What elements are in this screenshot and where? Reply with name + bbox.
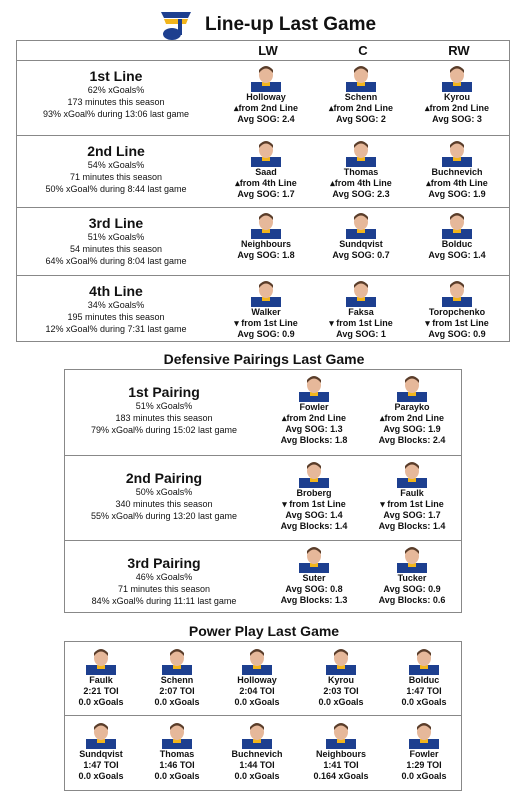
player-avg-blocks: Avg Blocks: 2.4 xyxy=(378,435,446,445)
header xyxy=(0,10,528,44)
player-card xyxy=(211,209,321,261)
line-info xyxy=(16,143,216,195)
player-headshot-icon xyxy=(346,62,376,92)
power-play-player xyxy=(137,645,217,708)
player-line-change: ▴from 2nd Line xyxy=(281,413,347,423)
player-headshot-icon xyxy=(86,645,116,675)
player-headshot-icon xyxy=(162,645,192,675)
player-line-change: ▴from 2nd Line xyxy=(328,103,394,113)
player-headshot-icon xyxy=(442,209,472,239)
blues-note-logo-icon xyxy=(158,10,194,42)
player-name: Schenn xyxy=(160,675,194,685)
player-card xyxy=(211,62,321,125)
player-headshot-icon xyxy=(299,372,329,402)
player-name: Neighbours xyxy=(240,239,291,249)
power-play-player xyxy=(384,719,464,782)
line-xgoals: 34% xGoals% xyxy=(87,300,145,310)
power-play-player xyxy=(301,645,381,708)
player-avg-sog: Avg SOG: 1.4 xyxy=(285,510,343,520)
player-headshot-icon xyxy=(299,458,329,488)
player-card xyxy=(402,62,512,125)
player-line-change: ▴from 4th Line xyxy=(235,178,297,188)
line-divider xyxy=(16,135,510,136)
player-xgoals: 0.164 xGoals xyxy=(313,771,369,781)
player-avg-sog: Avg SOG: 0.9 xyxy=(237,329,295,339)
player-avg-sog: Avg SOG: 1.4 xyxy=(428,250,486,260)
pairing-last-game: 55% xGoal% during 13:20 last game xyxy=(90,511,238,521)
power-play-player xyxy=(61,719,141,782)
player-avg-sog: Avg SOG: 0.8 xyxy=(285,584,343,594)
player-card xyxy=(306,277,416,340)
player-card xyxy=(402,277,512,340)
pairing-xgoals: 46% xGoals% xyxy=(135,572,193,582)
player-line-change: ▴from 2nd Line xyxy=(233,103,299,113)
player-card xyxy=(211,277,321,340)
player-toi: 1:41 TOI xyxy=(323,760,359,770)
line-divider xyxy=(16,275,510,276)
player-headshot-icon xyxy=(346,209,376,239)
player-headshot-icon xyxy=(409,719,439,749)
player-card xyxy=(306,137,416,200)
player-headshot-icon xyxy=(162,719,192,749)
line-name: 1st Line xyxy=(89,68,143,84)
line-last-game: 93% xGoal% during 13:06 last game xyxy=(42,109,190,119)
player-avg-sog: Avg SOG: 2 xyxy=(336,114,386,124)
player-name: Faksa xyxy=(348,307,374,317)
player-xgoals: 0.0 xGoals xyxy=(154,697,200,707)
pairing-info xyxy=(64,470,264,522)
player-name: Saad xyxy=(255,167,277,177)
pairing-divider xyxy=(64,455,462,456)
player-line-change: ▾ from 1st Line xyxy=(282,499,346,509)
player-xgoals: 0.0 xGoals xyxy=(401,697,447,707)
player-headshot-icon xyxy=(442,277,472,307)
player-name: Bolduc xyxy=(408,675,440,685)
player-card xyxy=(259,458,369,532)
power-play-player xyxy=(384,645,464,708)
player-avg-sog: Avg SOG: 0.9 xyxy=(383,584,441,594)
line-divider xyxy=(16,207,510,208)
player-headshot-icon xyxy=(326,719,356,749)
player-toi: 1:46 TOI xyxy=(159,760,195,770)
player-toi: 1:47 TOI xyxy=(83,760,119,770)
player-avg-sog: Avg SOG: 1.8 xyxy=(237,250,295,260)
player-avg-blocks: Avg Blocks: 0.6 xyxy=(378,595,446,605)
player-line-change: ▴from 2nd Line xyxy=(379,413,445,423)
player-avg-sog: Avg SOG: 0.7 xyxy=(332,250,390,260)
player-name: Sundqvist xyxy=(79,749,123,759)
pairing-name: 2nd Pairing xyxy=(125,470,203,486)
player-headshot-icon xyxy=(442,137,472,167)
player-avg-sog: Avg SOG: 1.3 xyxy=(285,424,343,434)
player-headshot-icon xyxy=(346,137,376,167)
player-headshot-icon xyxy=(242,719,272,749)
player-name: Walker xyxy=(251,307,281,317)
player-xgoals: 0.0 xGoals xyxy=(78,697,124,707)
line-last-game: 12% xGoal% during 7:31 last game xyxy=(45,324,187,334)
line-xgoals: 51% xGoals% xyxy=(87,232,145,242)
pairing-divider xyxy=(64,540,462,541)
player-name: Faulk xyxy=(89,675,113,685)
player-headshot-icon xyxy=(299,543,329,573)
player-avg-blocks: Avg Blocks: 1.4 xyxy=(378,521,446,531)
player-xgoals: 0.0 xGoals xyxy=(234,697,280,707)
player-avg-sog: Avg SOG: 2.3 xyxy=(332,189,390,199)
column-header-c: C xyxy=(358,43,368,58)
line-minutes: 195 minutes this season xyxy=(67,312,165,322)
player-xgoals: 0.0 xGoals xyxy=(401,771,447,781)
player-toi: 2:07 TOI xyxy=(159,686,195,696)
player-card xyxy=(259,543,369,606)
pairing-xgoals: 51% xGoals% xyxy=(135,401,193,411)
player-name: Neighbours xyxy=(315,749,366,759)
power-play-divider xyxy=(65,715,461,716)
line-last-game: 64% xGoal% during 8:04 last game xyxy=(45,256,187,266)
player-headshot-icon xyxy=(86,719,116,749)
player-line-change: ▴from 4th Line xyxy=(330,178,392,188)
power-play-player xyxy=(217,719,297,782)
player-name: Buchnevich xyxy=(431,167,483,177)
player-avg-sog: Avg SOG: 1 xyxy=(336,329,386,339)
player-line-change: ▾ from 1st Line xyxy=(380,499,444,509)
pairing-xgoals: 50% xGoals% xyxy=(135,487,193,497)
player-headshot-icon xyxy=(397,372,427,402)
line-xgoals: 62% xGoals% xyxy=(87,85,145,95)
pairing-info xyxy=(64,384,264,436)
power-play-section-title: Power Play Last Game xyxy=(188,623,340,639)
player-avg-sog: Avg SOG: 1.7 xyxy=(383,510,441,520)
player-headshot-icon xyxy=(397,458,427,488)
player-avg-sog: Avg SOG: 3 xyxy=(432,114,482,124)
player-toi: 1:44 TOI xyxy=(239,760,275,770)
player-card xyxy=(402,209,512,261)
player-name: Suter xyxy=(302,573,326,583)
player-line-change: ▾ from 1st Line xyxy=(425,318,489,328)
player-name: Fowler xyxy=(409,749,439,759)
player-toi: 1:29 TOI xyxy=(406,760,442,770)
player-xgoals: 0.0 xGoals xyxy=(234,771,280,781)
player-xgoals: 0.0 xGoals xyxy=(318,697,364,707)
line-last-game: 50% xGoal% during 8:44 last game xyxy=(45,184,187,194)
player-line-change: ▾ from 1st Line xyxy=(234,318,298,328)
player-xgoals: 0.0 xGoals xyxy=(154,771,200,781)
player-avg-sog: Avg SOG: 1.9 xyxy=(428,189,486,199)
player-name: Sundqvist xyxy=(339,239,383,249)
column-header-rw: RW xyxy=(448,43,470,58)
player-card xyxy=(306,62,416,125)
power-play-player xyxy=(137,719,217,782)
player-avg-blocks: Avg Blocks: 1.4 xyxy=(280,521,348,531)
page-title: Line-up Last Game xyxy=(205,14,377,35)
player-name: Fowler xyxy=(299,402,329,412)
player-avg-sog: Avg SOG: 0.9 xyxy=(428,329,486,339)
player-name: Bolduc xyxy=(441,239,473,249)
player-name: Parayko xyxy=(394,402,430,412)
player-card xyxy=(306,209,416,261)
player-headshot-icon xyxy=(251,209,281,239)
player-headshot-icon xyxy=(397,543,427,573)
column-header-lw: LW xyxy=(258,43,278,58)
pairing-last-game: 84% xGoal% during 11:11 last game xyxy=(91,596,237,606)
player-avg-blocks: Avg Blocks: 1.3 xyxy=(280,595,348,605)
player-toi: 2:21 TOI xyxy=(83,686,119,696)
power-play-player xyxy=(61,645,141,708)
player-name: Faulk xyxy=(400,488,424,498)
defense-section-title: Defensive Pairings Last Game xyxy=(163,351,365,367)
player-card xyxy=(259,372,369,446)
player-card xyxy=(357,543,467,606)
player-name: Kyrou xyxy=(443,92,470,102)
player-name: Buchnevich xyxy=(231,749,283,759)
line-name: 4th Line xyxy=(89,283,143,299)
player-headshot-icon xyxy=(251,137,281,167)
player-avg-sog: Avg SOG: 2.4 xyxy=(237,114,295,124)
header-divider xyxy=(16,60,510,61)
player-headshot-icon xyxy=(251,62,281,92)
player-card xyxy=(357,458,467,532)
pairing-name: 3rd Pairing xyxy=(127,555,201,571)
player-headshot-icon xyxy=(251,277,281,307)
line-info xyxy=(16,68,216,120)
player-name: Schenn xyxy=(344,92,378,102)
player-line-change: ▴from 4th Line xyxy=(426,178,488,188)
line-minutes: 173 minutes this season xyxy=(67,97,165,107)
player-line-change: ▾ from 1st Line xyxy=(329,318,393,328)
player-card xyxy=(402,137,512,200)
line-minutes: 71 minutes this season xyxy=(69,172,163,182)
line-minutes: 54 minutes this season xyxy=(69,244,163,254)
player-toi: 2:03 TOI xyxy=(323,686,359,696)
player-line-change: ▴from 2nd Line xyxy=(424,103,490,113)
player-name: Holloway xyxy=(246,92,286,102)
pairing-minutes: 340 minutes this season xyxy=(115,499,213,509)
player-name: Tucker xyxy=(397,573,427,583)
player-card xyxy=(211,137,321,200)
player-xgoals: 0.0 xGoals xyxy=(78,771,124,781)
power-play-player xyxy=(301,719,381,782)
line-xgoals: 54% xGoals% xyxy=(87,160,145,170)
line-name: 3rd Line xyxy=(88,215,144,231)
player-name: Thomas xyxy=(343,167,379,177)
line-info xyxy=(16,215,216,267)
pairing-name: 1st Pairing xyxy=(128,384,200,400)
power-play-player xyxy=(217,645,297,708)
player-name: Holloway xyxy=(237,675,277,685)
player-avg-sog: Avg SOG: 1.9 xyxy=(383,424,441,434)
player-headshot-icon xyxy=(442,62,472,92)
player-headshot-icon xyxy=(326,645,356,675)
pairing-info xyxy=(64,555,264,607)
pairing-minutes: 183 minutes this season xyxy=(115,413,213,423)
player-toi: 1:47 TOI xyxy=(406,686,442,696)
player-name: Toropchenko xyxy=(428,307,486,317)
pairing-minutes: 71 minutes this season xyxy=(117,584,211,594)
player-name: Thomas xyxy=(159,749,195,759)
player-avg-sog: Avg SOG: 1.7 xyxy=(237,189,295,199)
line-info xyxy=(16,283,216,335)
pairing-last-game: 79% xGoal% during 15:02 last game xyxy=(90,425,238,435)
line-name: 2nd Line xyxy=(87,143,145,159)
player-name: Kyrou xyxy=(327,675,354,685)
player-headshot-icon xyxy=(242,645,272,675)
player-toi: 2:04 TOI xyxy=(239,686,275,696)
player-avg-blocks: Avg Blocks: 1.8 xyxy=(280,435,348,445)
player-card xyxy=(357,372,467,446)
player-headshot-icon xyxy=(346,277,376,307)
player-headshot-icon xyxy=(409,645,439,675)
player-name: Broberg xyxy=(296,488,332,498)
